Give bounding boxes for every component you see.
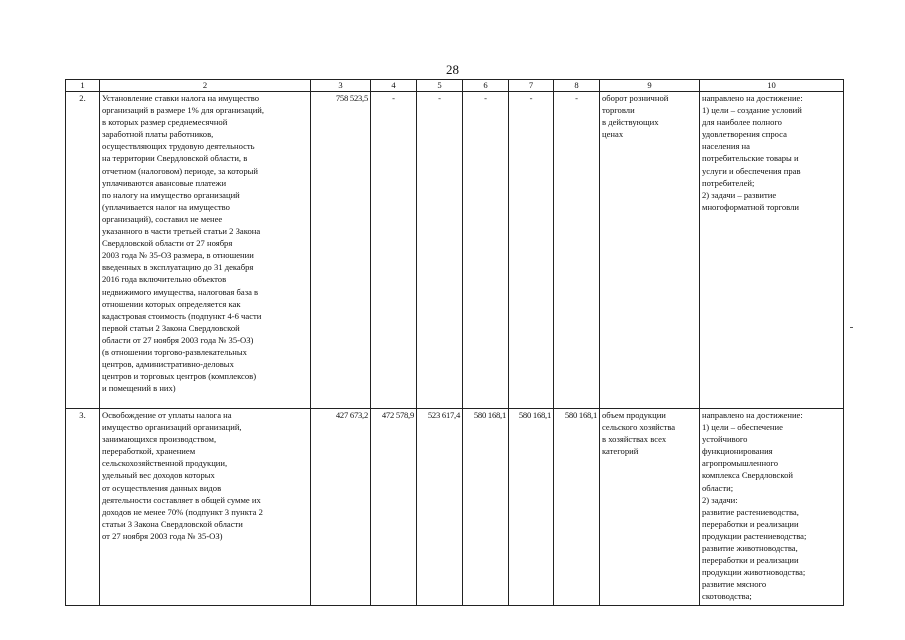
text-line: сельского хозяйства <box>602 422 676 433</box>
text-line: заработной платы работников, <box>102 129 214 140</box>
header-cell: 8 <box>554 80 600 92</box>
text-line: (в отношении торгово-развлекательных <box>102 346 247 357</box>
text-line: в действующих <box>602 117 659 128</box>
text-line: Свердловской области от 27 ноября <box>102 238 233 249</box>
text-line: первой статьи 2 Закона Свердловской <box>102 322 240 333</box>
value-col-4: - <box>371 92 417 409</box>
text-line: торговли <box>602 105 635 116</box>
text-line: продукции животноводства; <box>702 567 806 578</box>
text-line: населения на <box>702 141 750 152</box>
text-line: развитие животноводства, <box>702 543 798 554</box>
header-cell: 7 <box>509 80 554 92</box>
text-line: 1) цели – обеспечение <box>702 422 783 433</box>
text-line: оборот розничной <box>602 93 669 103</box>
text-line: сельскохозяйственной продукции, <box>102 458 228 469</box>
value-col-5: 523 617,4 <box>417 409 463 606</box>
text-line: 1) цели – создание условий <box>702 105 802 116</box>
value-col-3: 427 673,2 <box>311 409 371 606</box>
value-col-8: - <box>554 92 600 409</box>
value-col-7: 580 168,1 <box>509 409 554 606</box>
text-line: от осуществления данных видов <box>102 482 222 493</box>
text-line: доходов не менее 70% (подпункт 3 пункта 2 <box>102 506 263 517</box>
text-line: Освобождение от уплаты налога на <box>102 410 232 420</box>
text-line: направлено на достижение: <box>702 93 803 103</box>
text-line: центров, административно-деловых <box>102 359 234 370</box>
text-line: введенных в эксплуатацию до 31 декабря <box>102 262 254 273</box>
header-cell: 4 <box>371 80 417 92</box>
text-line: имущество организаций организаций, <box>102 422 242 433</box>
text-line: от 27 ноября 2003 года № 35-ОЗ) <box>102 530 223 541</box>
text-line: скотоводства; <box>702 591 752 602</box>
text-line: развитие растениеводства, <box>702 506 799 517</box>
text-line: функционирования <box>702 446 773 457</box>
value-col-4: 472 578,9 <box>371 409 417 606</box>
text-line: категорий <box>602 446 639 457</box>
text-line: указанного в части третьей статьи 2 Закона <box>102 226 261 237</box>
text-line: области от 27 ноября 2003 года № 35-ОЗ) <box>102 334 254 345</box>
text-line: и помещений в них) <box>102 383 176 394</box>
text-line: агропромышленного <box>702 458 778 469</box>
text-line: развитие мясного <box>702 579 767 590</box>
text-line: 2003 года № 35-ОЗ размера, в отношении <box>102 250 254 261</box>
text-line: (уплачивается налог на имущество <box>102 201 230 212</box>
goals-and-tasks <box>700 92 844 409</box>
header-cell: 1 <box>66 80 100 92</box>
text-line: уплачиваются авансовые платежи <box>102 177 227 188</box>
text-line: на территории Свердловской области, в <box>102 153 248 164</box>
row-number: 3. <box>66 409 100 606</box>
text-line: удельный вес доходов которых <box>102 470 215 481</box>
text-line: по налогу на имущество организаций <box>102 189 240 200</box>
value-col-7: - <box>509 92 554 409</box>
text-line: переработки и реализации <box>702 555 799 566</box>
target-indicator <box>600 409 700 606</box>
text-line: направлено на достижение: <box>702 410 803 420</box>
text-line: кадастровая стоимость (подпункт 4-6 части <box>102 310 262 321</box>
scan-artifact-mark <box>850 327 853 328</box>
text-line: устойчивого <box>702 434 748 445</box>
table-row <box>66 92 844 409</box>
text-line: услуги и обеспечения прав <box>702 165 801 176</box>
text-line: ценах <box>602 129 624 140</box>
text-line: многоформатной торговли <box>702 201 800 212</box>
header-cell: 5 <box>417 80 463 92</box>
text-line: занимающихся производством, <box>102 434 217 445</box>
goals-and-tasks <box>700 409 844 606</box>
text-line: статьи 3 Закона Свердловской области <box>102 518 243 529</box>
value-col-3: 758 523,5 <box>311 92 371 409</box>
text-line: объем продукции <box>602 410 666 420</box>
header-cell: 10 <box>700 80 844 92</box>
value-col-8: 580 168,1 <box>554 409 600 606</box>
benefit-description <box>100 92 311 409</box>
text-line: Установление ставки налога на имущество <box>102 93 260 103</box>
text-line: в которых размер среднемесячной <box>102 117 228 128</box>
text-line: продукции растениеводства; <box>702 530 807 541</box>
value-col-5: - <box>417 92 463 409</box>
text-line: центров и торговых центров (комплексов) <box>102 371 257 382</box>
text-line: организаций в размере 1% для организаций, <box>102 105 265 116</box>
text-line: переработкой, хранением <box>102 446 196 457</box>
text-line: отношении которых определяется как <box>102 298 241 309</box>
text-line: 2) задачи – развитие <box>702 189 777 200</box>
text-line: деятельности составляет в общей сумме их <box>102 494 261 505</box>
text-line: недвижимого имущества, налоговая база в <box>102 286 259 297</box>
value-col-6: 580 168,1 <box>463 409 509 606</box>
header-cell: 3 <box>311 80 371 92</box>
text-line: организаций), составил не менее <box>102 213 223 224</box>
text-line: области; <box>702 482 734 493</box>
target-indicator <box>600 92 700 409</box>
tax-benefits-table <box>65 79 844 606</box>
text-line: удовлетворения спроса <box>702 129 787 140</box>
benefit-description <box>100 409 311 606</box>
text-line: для наиболее полного <box>702 117 782 128</box>
header-cell: 9 <box>600 80 700 92</box>
text-line: осуществляющих трудовую деятельность <box>102 141 255 152</box>
text-line: в хозяйствах всех <box>602 434 667 445</box>
value-col-6: - <box>463 92 509 409</box>
table-header-row <box>66 80 844 92</box>
text-line: потребительские товары и <box>702 153 799 164</box>
text-line: 2016 года включительно объектов <box>102 274 227 285</box>
table-row <box>66 409 844 606</box>
text-line: переработки и реализации <box>702 518 799 529</box>
text-line: комплекса Свердловской <box>702 470 794 481</box>
header-cell: 2 <box>100 80 311 92</box>
text-line: отчетном (налоговом) периоде, за который <box>102 165 259 176</box>
page-number: 28 <box>446 62 459 77</box>
row-number: 2. <box>66 92 100 409</box>
text-line: потребителей; <box>702 177 755 188</box>
text-line: 2) задачи: <box>702 494 738 505</box>
header-cell: 6 <box>463 80 509 92</box>
